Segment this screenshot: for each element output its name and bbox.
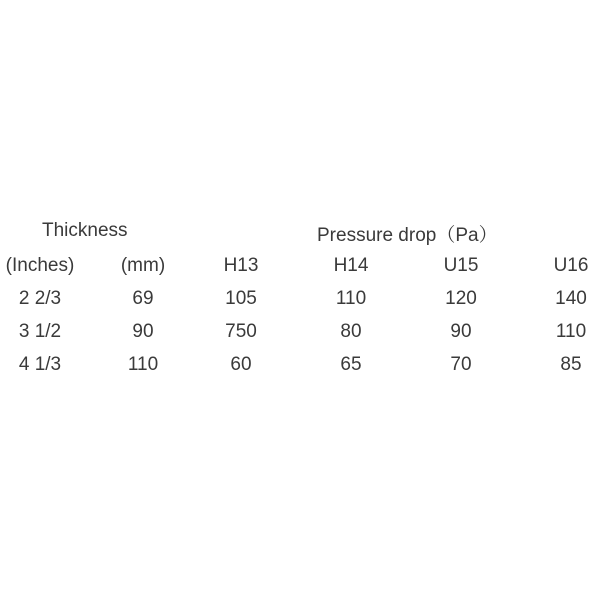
column-header-inches: (Inches) [5, 255, 75, 276]
table-cell: 750 [225, 321, 257, 342]
pressure-drop-group-header: Pressure drop（Pa） [317, 225, 498, 246]
table-cell: 65 [340, 354, 362, 375]
table-cell: 85 [560, 354, 582, 375]
table-cell: 4 1/3 [18, 354, 62, 375]
table-cell: 70 [450, 354, 472, 375]
table-cell: 69 [132, 288, 154, 309]
column-header-h14: H14 [333, 255, 369, 276]
table-cell: 90 [132, 321, 154, 342]
table-cell: 110 [127, 354, 159, 375]
table-cell: 110 [555, 321, 587, 342]
column-header-u15: U15 [443, 255, 479, 276]
table-cell: 60 [230, 354, 252, 375]
table-cell: 110 [335, 288, 367, 309]
table-cell: 80 [340, 321, 362, 342]
table-cell: 140 [555, 288, 587, 309]
table-cell: 105 [225, 288, 257, 309]
column-header-mm: (mm) [120, 255, 166, 276]
table-cell: 120 [445, 288, 477, 309]
thickness-group-header: Thickness [42, 220, 128, 241]
column-header-h13: H13 [223, 255, 259, 276]
column-header-u16: U16 [553, 255, 589, 276]
table-cell: 3 1/2 [18, 321, 62, 342]
table-cell: 2 2/3 [18, 288, 62, 309]
table-cell: 90 [450, 321, 472, 342]
